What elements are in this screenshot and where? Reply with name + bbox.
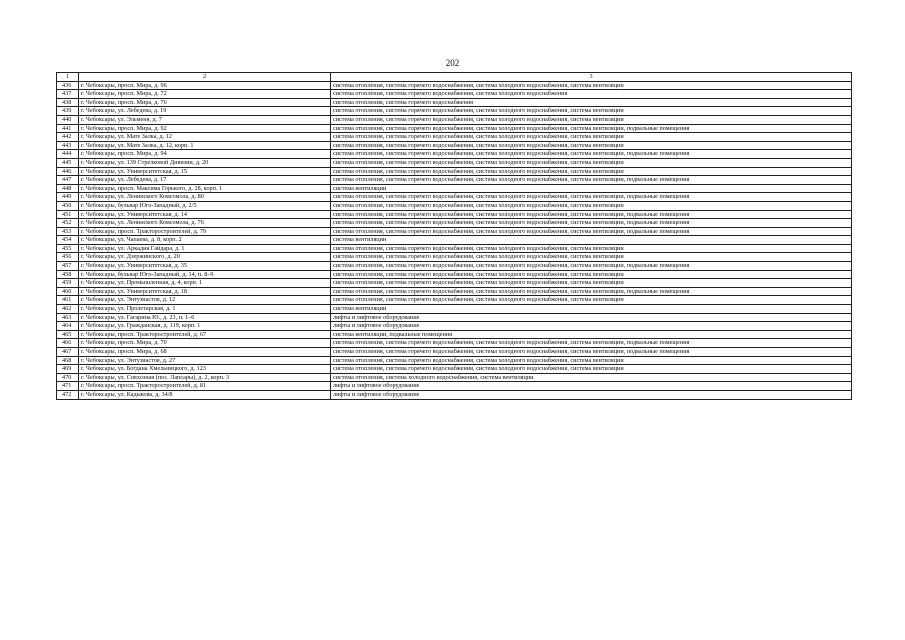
table-row (57, 150, 852, 159)
row-systems: система отопления, система горячего водоснабжения, система холодного водоснабжения, система вентиляции (331, 141, 852, 150)
table-row (57, 382, 852, 391)
row-number: 443 (57, 141, 79, 150)
row-systems: система отопления, система горячего водоснабжения, система холодного водоснабжения, система вентиляции, подвальные помещения (331, 210, 852, 219)
table-row (57, 81, 852, 90)
row-address: г. Чебоксары, ул. Гагарина Ю., д. 23, п. 1–6 (79, 313, 331, 322)
table-row (57, 201, 852, 210)
row-number: 468 (57, 356, 79, 365)
row-systems: лифты и лифтовое оборудование (331, 313, 852, 322)
table-row (57, 365, 852, 374)
row-address: г. Чебоксары, ул. 139 Стрелковой Дивизии, д. 20 (79, 158, 331, 167)
row-systems: система отопления, система горячего водоснабжения, система холодного водоснабжения, система вентиляции, подвальные помещения (331, 287, 852, 296)
row-address: г. Чебоксары, ул. Ленинского Комсомола, д. 76 (79, 219, 331, 228)
row-systems: система отопления, система горячего водоснабжения, система холодного водоснабжения, система вентиляции (331, 296, 852, 305)
row-number: 444 (57, 150, 79, 159)
table-row (57, 210, 852, 219)
row-systems: система отопления, система горячего водоснабжения, система холодного водоснабжения, система вентиляции, подвальные помещения (331, 348, 852, 357)
row-address: г. Чебоксары, просп. Мира, д. 68 (79, 348, 331, 357)
row-systems: система отопления, система горячего водоснабжения, система холодного водоснабжения, система вентиляции (331, 133, 852, 142)
table-row (57, 244, 852, 253)
row-address: г. Чебоксары, просп. Мира, д. 96 (79, 81, 331, 90)
row-address: г. Чебоксары, просп. Максима Горького, д. 28, корп. 1 (79, 184, 331, 193)
table-row (57, 133, 852, 142)
table-row (57, 339, 852, 348)
row-address: г. Чебоксары, ул. Совхозная (пос. Лапсары), д. 2, корп. 3 (79, 373, 331, 382)
row-systems: система отопления, система горячего водоснабжения, система холодного водоснабжения, система вентиляции, подвальные помещения (331, 219, 852, 228)
row-number: 461 (57, 296, 79, 305)
row-address: г. Чебоксары, просп. Тракторостроителей, д. 81 (79, 382, 331, 391)
row-number: 457 (57, 262, 79, 271)
row-systems: система отопления, система горячего водоснабжения, система холодного водоснабжения, система вентиляции (331, 356, 852, 365)
table-row (57, 356, 852, 365)
table-header-row (57, 73, 852, 82)
row-number: 467 (57, 348, 79, 357)
row-number: 462 (57, 305, 79, 314)
row-systems: система отопления, система горячего водоснабжения, система холодного водоснабжения, система вентиляции (331, 365, 852, 374)
row-systems: система отопления, система горячего водоснабжения, система холодного водоснабжения, система вентиляции, подвальные помещения (331, 176, 852, 185)
row-number: 447 (57, 176, 79, 185)
row-address: г. Чебоксары, бульвар Юго-Западный, д. 14, п. 8–9 (79, 270, 331, 279)
table-row (57, 158, 852, 167)
table-row (57, 330, 852, 339)
table-row (57, 193, 852, 202)
table-row (57, 348, 852, 357)
row-address: г. Чебоксары, ул. Дзержинского, д. 20 (79, 253, 331, 262)
buildings-table (56, 72, 852, 400)
table-row (57, 322, 852, 331)
row-systems: система вентиляции (331, 184, 852, 193)
row-address: г. Чебоксары, ул. Ленинского Комсомола, д. 80 (79, 193, 331, 202)
row-address: г. Чебоксары, ул. Университетская, д. 15 (79, 167, 331, 176)
row-systems: система отопления, система горячего водоснабжения, система холодного водоснабжения, система вентиляции, подвальные помещения (331, 124, 852, 133)
table-row (57, 305, 852, 314)
row-number: 463 (57, 313, 79, 322)
row-number: 472 (57, 390, 79, 399)
row-number: 438 (57, 98, 79, 107)
row-address: г. Чебоксары, просп. Тракторостроителей, д. 67 (79, 330, 331, 339)
row-number: 464 (57, 322, 79, 331)
table-row (57, 90, 852, 99)
table-row (57, 313, 852, 322)
table-row (57, 287, 852, 296)
row-systems: система отопления, система горячего водоснабжения, система холодного водоснабжения, система вентиляции (331, 279, 852, 288)
row-systems: система отопления, система горячего водоснабжения, система холодного водоснабжения, система вентиляции (331, 253, 852, 262)
row-number: 442 (57, 133, 79, 142)
row-address: г. Чебоксары, ул. Богдана Хмельницкого, д. 123 (79, 365, 331, 374)
row-systems: система отопления, система горячего водоснабжения, система холодного водоснабжения, система вентиляции (331, 81, 852, 90)
table-row (57, 236, 852, 245)
row-address: г. Чебоксары, просп. Мира, д. 94 (79, 150, 331, 159)
row-address: г. Чебоксары, ул. Мате Залка, д. 12, корп. 1 (79, 141, 331, 150)
row-systems: система отопления, система горячего водоснабжения, система холодного водоснабжения, система вентиляции (331, 167, 852, 176)
row-number: 437 (57, 90, 79, 99)
row-address: г. Чебоксары, просп. Мира, д. 70 (79, 339, 331, 348)
row-systems: система отопления, система горячего водоснабжения, система холодного водоснабжения, система вентиляции (331, 244, 852, 253)
row-number: 466 (57, 339, 79, 348)
row-number: 470 (57, 373, 79, 382)
row-number: 458 (57, 270, 79, 279)
row-address: г. Чебоксары, ул. Лебедева, д. 17 (79, 176, 331, 185)
row-address: г. Чебоксары, ул. Мате Залка, д. 12 (79, 133, 331, 142)
row-number: 469 (57, 365, 79, 374)
table-row (57, 219, 852, 228)
row-address: г. Чебоксары, просп. Тракторостроителей, д. 79 (79, 227, 331, 236)
header-col-systems: 3 (331, 73, 852, 82)
row-number: 439 (57, 107, 79, 116)
table-row (57, 141, 852, 150)
row-systems: система вентиляции, подвальные помещения (331, 330, 852, 339)
row-systems: лифты и лифтовое оборудование (331, 322, 852, 331)
row-address: г. Чебоксары, ул. Университетская, д. 35 (79, 262, 331, 271)
row-systems: система отопления, система горячего водоснабжения, система холодного водоснабжения, система вентиляции (331, 107, 852, 116)
row-number: 459 (57, 279, 79, 288)
row-systems: система отопления, система холодного водоснабжения, система вентиляции (331, 373, 852, 382)
table-row (57, 373, 852, 382)
table-row (57, 184, 852, 193)
row-number: 436 (57, 81, 79, 90)
row-systems: система вентиляции (331, 236, 852, 245)
table-row (57, 279, 852, 288)
page-number: 202 (445, 58, 460, 68)
row-address: г. Чебоксары, ул. Аркадия Гайдара, д. 1 (79, 244, 331, 253)
row-number: 450 (57, 201, 79, 210)
table-row (57, 98, 852, 107)
row-address: г. Чебоксары, ул. Университетская, д. 18 (79, 287, 331, 296)
table-row (57, 124, 852, 133)
row-systems: система отопления, система горячего водоснабжения, система холодного водоснабжения, система вентиляции, подвальные помещения (331, 193, 852, 202)
row-number: 448 (57, 184, 79, 193)
row-address: г. Чебоксары, ул. Энтузиастов, д. 12 (79, 296, 331, 305)
table-row (57, 227, 852, 236)
row-number: 445 (57, 158, 79, 167)
row-systems: лифты и лифтовое оборудование (331, 382, 852, 391)
header-col-address: 2 (79, 73, 331, 82)
row-systems: система отопления, система горячего водоснабжения, система холодного водоснабжения, система вентиляции (331, 115, 852, 124)
row-address: г. Чебоксары, ул. Кадыкова, д. 34/8 (79, 390, 331, 399)
row-systems: система отопления, система горячего водоснабжения (331, 98, 852, 107)
table-row (57, 262, 852, 271)
table-row (57, 390, 852, 399)
row-systems: система вентиляции (331, 305, 852, 314)
row-number: 471 (57, 382, 79, 391)
row-systems: система отопления, система горячего водоснабжения, система холодного водоснабжения, система вентиляции (331, 158, 852, 167)
row-address: г. Чебоксары, ул. Лебедева, д. 19 (79, 107, 331, 116)
table-row (57, 115, 852, 124)
row-systems: система отопления, система горячего водоснабжения, система холодного водоснабжения, система вентиляции (331, 270, 852, 279)
row-systems: система отопления, система горячего водоснабжения, система холодного водоснабжения, система вентиляции, подвальные помещения (331, 262, 852, 271)
row-address: г. Чебоксары, ул. Чапаева, д. 8, корп. 2 (79, 236, 331, 245)
row-number: 465 (57, 330, 79, 339)
header-col-number: 1 (57, 73, 79, 82)
row-systems: лифты и лифтовое оборудование (331, 390, 852, 399)
row-systems: система отопления, система горячего водоснабжения, система холодного водоснабжения (331, 90, 852, 99)
row-number: 440 (57, 115, 79, 124)
table-row (57, 253, 852, 262)
row-number: 454 (57, 236, 79, 245)
row-address: г. Чебоксары, ул. Университетская, д. 14 (79, 210, 331, 219)
row-address: г. Чебоксары, ул. Энтузиастов, д. 27 (79, 356, 331, 365)
row-systems: система отопления, система горячего водоснабжения, система холодного водоснабжения, система вентиляции, подвальные помещения (331, 150, 852, 159)
row-systems: система отопления, система горячего водоснабжения, система холодного водоснабжения, система вентиляции, подвальные помещения (331, 227, 852, 236)
row-address: г. Чебоксары, ул. Эльменя, д. 7 (79, 115, 331, 124)
row-number: 449 (57, 193, 79, 202)
row-number: 460 (57, 287, 79, 296)
row-address: г. Чебоксары, ул. Гражданская, д. 119, корп. 1 (79, 322, 331, 331)
row-systems: система отопления, система горячего водоснабжения, система холодного водоснабжения, система вентиляции (331, 201, 852, 210)
row-number: 446 (57, 167, 79, 176)
table-row (57, 167, 852, 176)
row-number: 441 (57, 124, 79, 133)
row-number: 453 (57, 227, 79, 236)
row-number: 455 (57, 244, 79, 253)
row-number: 456 (57, 253, 79, 262)
table-row (57, 176, 852, 185)
row-systems: система отопления, система горячего водоснабжения, система холодного водоснабжения, система вентиляции, подвальные помещения (331, 339, 852, 348)
row-number: 451 (57, 210, 79, 219)
row-address: г. Чебоксары, бульвар Юго-Западный, д. 2/5 (79, 201, 331, 210)
table-row (57, 296, 852, 305)
row-number: 452 (57, 219, 79, 228)
row-address: г. Чебоксары, ул. Пролетарская, д. 1 (79, 305, 331, 314)
row-address: г. Чебоксары, просп. Мира, д. 92 (79, 124, 331, 133)
row-address: г. Чебоксары, просп. Мира, д. 72 (79, 90, 331, 99)
row-address: г. Чебоксары, просп. Мира, д. 76 (79, 98, 331, 107)
row-address: г. Чебоксары, ул. Промышленная, д. 4, корп. 1 (79, 279, 331, 288)
table-row (57, 270, 852, 279)
table-row (57, 107, 852, 116)
